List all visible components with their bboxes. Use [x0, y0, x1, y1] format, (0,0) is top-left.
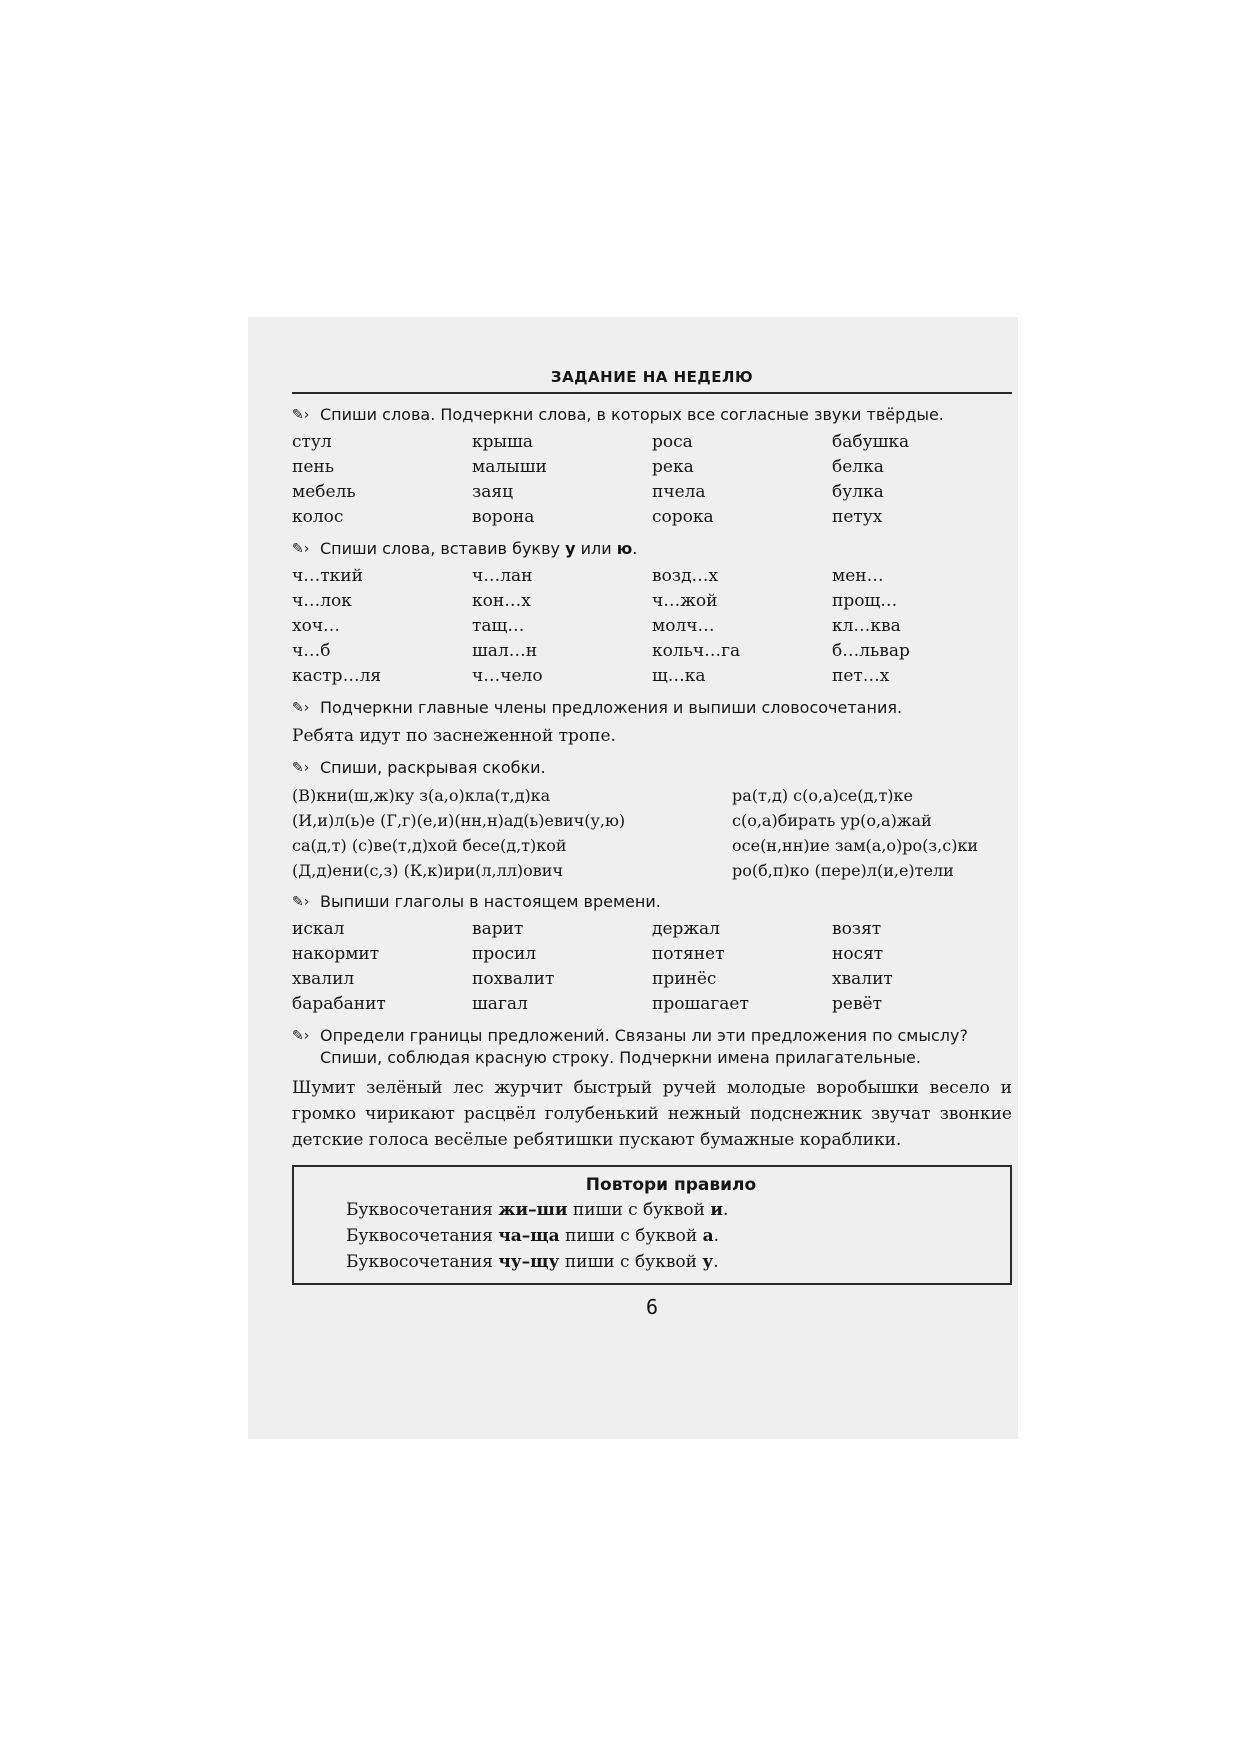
phrase: са(д,т) (с)ве(т,д)хой бесе(д,т)кой: [292, 836, 567, 855]
word: искал: [292, 919, 345, 939]
word: принёс: [652, 969, 717, 989]
word: пень: [292, 457, 334, 477]
word: сорока: [652, 507, 714, 527]
word: петух: [832, 507, 883, 527]
word: роса: [652, 432, 693, 452]
task-1-text: Спиши слова. Подчеркни слова, в которых все согласные звуки твёрдые.: [320, 405, 944, 424]
rule-line: Буквосочетания жи–ши пиши с буквой и.: [346, 1200, 729, 1220]
task-4-phrase-grid: [292, 783, 1012, 883]
word: кастр…ля: [292, 666, 382, 686]
pencil-icon: ✎›: [292, 894, 310, 910]
word: хоч…: [292, 616, 341, 636]
pencil-icon: ✎›: [292, 407, 310, 423]
word: носят: [832, 944, 884, 964]
task-5-instruction: [292, 891, 1012, 913]
word: ч…чело: [472, 666, 543, 686]
task-3-sentence: Ребята идут по заснеженной тропе.: [292, 726, 616, 746]
pencil-icon: ✎›: [292, 760, 310, 776]
task-5-verb-grid: [292, 917, 1012, 1017]
task-5-text: Выпиши глаголы в настоящем времени.: [320, 892, 661, 911]
word: ч…лан: [472, 566, 533, 586]
word: бабушка: [832, 432, 910, 452]
task-4-instruction: [292, 757, 1012, 779]
word: кольч…га: [652, 641, 741, 661]
word: тащ…: [472, 616, 525, 636]
task-1-word-grid: [292, 430, 1012, 530]
task-2-instruction: [292, 538, 1012, 560]
pencil-icon: ✎›: [292, 1028, 310, 1044]
word: ч…б: [292, 641, 331, 661]
phrase: (В)кни(ш,ж)ку з(а,о)кла(т,д)ка: [292, 786, 551, 805]
task-6-instruction: [292, 1025, 1012, 1069]
phrase: с(о,а)бирать ур(о,а)жай: [732, 811, 932, 830]
phrase: ро(б,п)ко (пере)л(и,е)тели: [732, 861, 954, 880]
word: стул: [292, 432, 332, 452]
word: заяц: [472, 482, 514, 502]
word: ч…лок: [292, 591, 352, 611]
page-header: ЗАДАНИЕ НА НЕДЕЛЮ: [292, 368, 1012, 394]
word: прошагает: [652, 994, 749, 1014]
rule-title: Повтори правило: [585, 1175, 757, 1195]
task-1-instruction: [292, 404, 1012, 426]
word: просил: [472, 944, 537, 964]
word: ч…жой: [652, 591, 718, 611]
word: река: [652, 457, 694, 477]
workbook-page: [292, 368, 1012, 1319]
page-number: 6: [645, 1295, 659, 1319]
task-6-paragraph: Шумит зелёный лес журчит быстрый ручей молодые воробышки весело и громко чирикают расцвёл голубенький нежный подснежник звучат звонкие детские голоса весёлые ребятишки пускают бумажные кораблики.: [292, 1078, 1012, 1150]
word: пет…х: [832, 666, 890, 686]
word: пчела: [652, 482, 706, 502]
phrase: ра(т,д) с(о,а)се(д,т)ке: [732, 786, 914, 805]
word: накормит: [292, 944, 380, 964]
task-3-text: Подчеркни главные члены предложения и выпиши словосочетания.: [320, 698, 903, 717]
rule-line: Буквосочетания ча–ща пиши с буквой а.: [346, 1226, 720, 1246]
word: шал…н: [472, 641, 538, 661]
word: малыши: [472, 457, 547, 477]
word: кон…х: [472, 591, 531, 611]
word: белка: [832, 457, 884, 477]
phrase: осе(н,нн)ие зам(а,о)ро(з,с)ки: [732, 836, 979, 855]
pencil-icon: ✎›: [292, 700, 310, 716]
rule-box: [292, 1165, 1012, 1285]
word: шагал: [472, 994, 528, 1014]
task-6-text: Определи границы предложений. Связаны ли эти предложения по смыслу? Спиши, соблюдая красную строку. Подчеркни имена прилагательные.: [320, 1026, 968, 1067]
task-4-text: Спиши, раскрывая скобки.: [320, 758, 546, 777]
word: крыша: [472, 432, 533, 452]
word: варит: [472, 919, 524, 939]
word: мен…: [832, 566, 884, 586]
word: потянет: [652, 944, 725, 964]
task-2-text: Спиши слова, вставив букву у или ю.: [320, 539, 638, 558]
word: щ…ка: [652, 666, 706, 686]
word: прощ…: [832, 591, 898, 611]
rule-line: Буквосочетания чу–щу пиши с буквой у.: [346, 1252, 719, 1272]
word: похвалит: [472, 969, 555, 989]
word: возд…х: [652, 566, 719, 586]
phrase: (И,и)л(ь)е (Г,г)(е,и)(нн,н)ад(ь)евич(у,ю): [292, 811, 626, 830]
word: ревёт: [832, 994, 882, 1014]
word: колос: [292, 507, 344, 527]
word: мебель: [292, 482, 356, 502]
task-3-instruction: [292, 697, 1012, 719]
word: хвалит: [832, 969, 893, 989]
word: возят: [832, 919, 882, 939]
pencil-icon: ✎›: [292, 541, 310, 557]
word: булка: [832, 482, 884, 502]
word: кл…ква: [832, 616, 901, 636]
word: барабанит: [292, 994, 386, 1014]
task-2-word-grid: [292, 564, 1012, 689]
word: молч…: [652, 616, 715, 636]
word: б…львар: [832, 641, 910, 661]
word: ворона: [472, 507, 535, 527]
word: хвалил: [292, 969, 355, 989]
word: ч…ткий: [292, 566, 363, 586]
phrase: (Д,д)ени(с,з) (К,к)ири(л,лл)ович: [292, 861, 564, 880]
word: держал: [652, 919, 720, 939]
